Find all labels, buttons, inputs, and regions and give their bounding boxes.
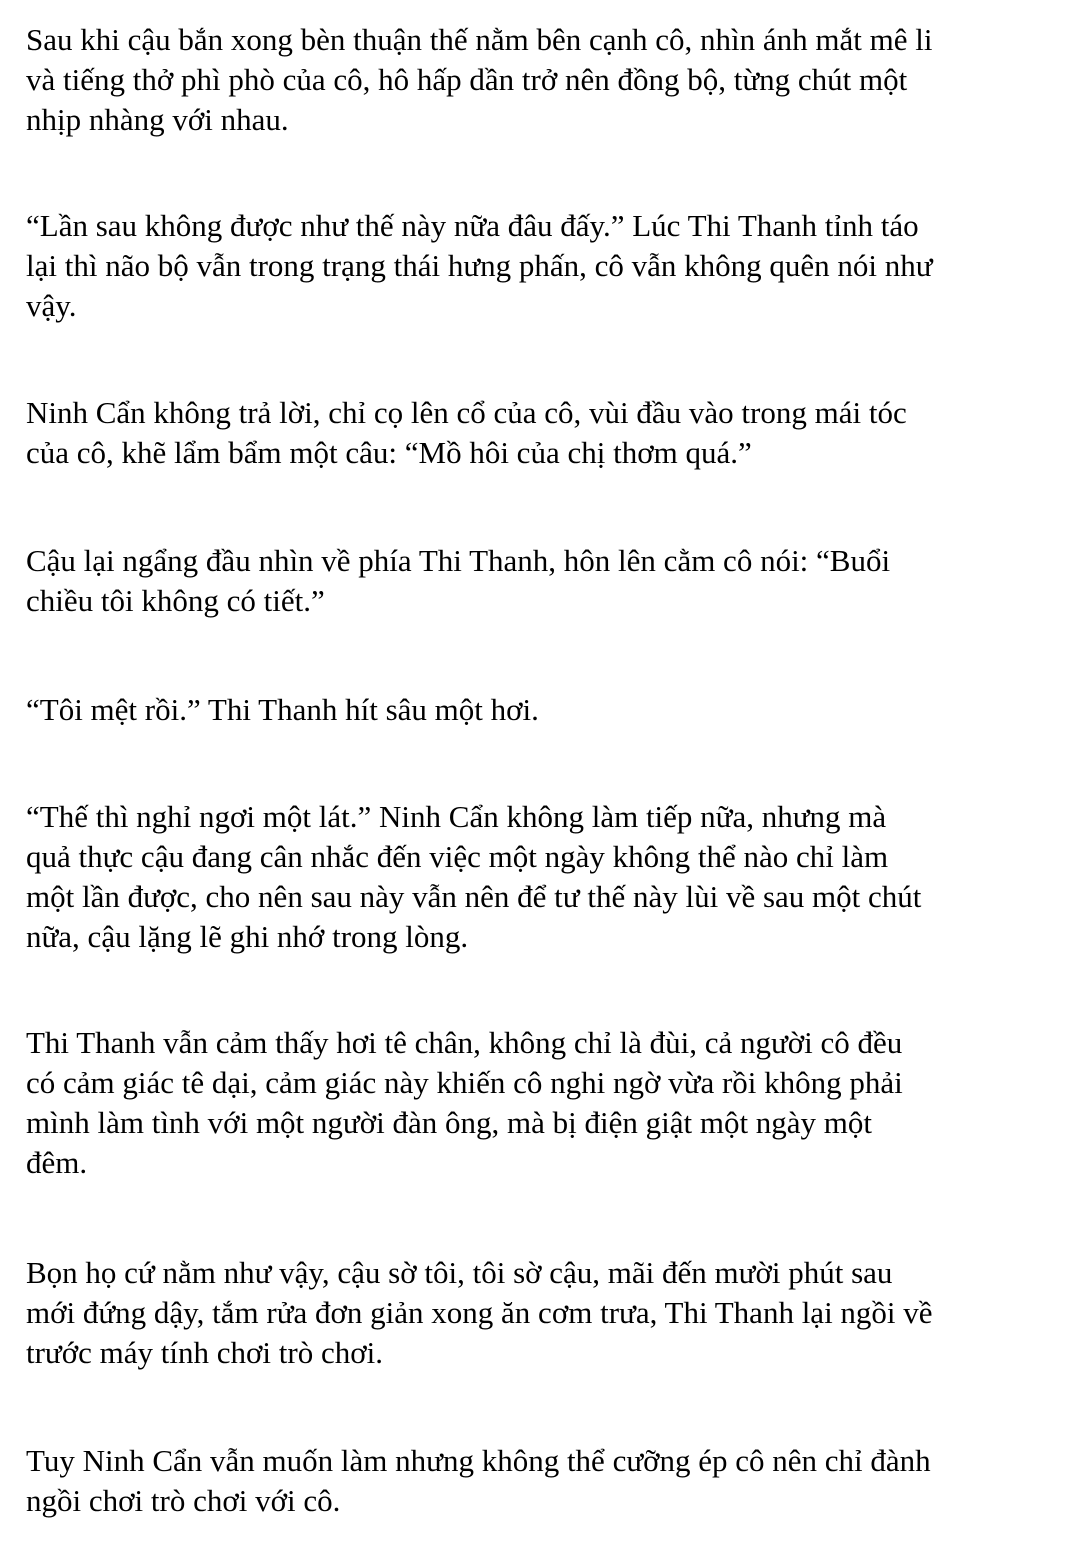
text-line: Cậu lại ngẩng đầu nhìn về phía Thi Thanh, hôn lên cằm cô nói: “Buổi	[26, 543, 891, 578]
text-line: có cảm giác tê dại, cảm giác này khiến cô nghi ngờ vừa rồi không phải	[26, 1065, 903, 1100]
paragraph-2	[26, 206, 1056, 326]
text-line: đêm.	[26, 1145, 88, 1180]
text-line: trước máy tính chơi trò chơi.	[26, 1335, 383, 1370]
paragraph-7	[26, 1023, 1056, 1183]
text-line: một lần được, cho nên sau này vẫn nên để tư thế này lùi về sau một chút	[26, 879, 922, 914]
text-line: Sau khi cậu bắn xong bèn thuận thế nằm bên cạnh cô, nhìn ánh mắt mê li	[26, 22, 933, 57]
text-line: lại thì não bộ vẫn trong trạng thái hưng phấn, cô vẫn không quên nói như	[26, 248, 933, 283]
text-line: ngồi chơi trò chơi với cô.	[26, 1483, 341, 1518]
text-line: mình làm tình với một người đàn ông, mà bị điện giật một ngày một	[26, 1105, 873, 1140]
text-line: “Thế thì nghỉ ngơi một lát.” Ninh Cẩn không làm tiếp nữa, nhưng mà	[26, 799, 887, 834]
paragraph-3	[26, 393, 1056, 473]
text-line: và tiếng thở phì phò của cô, hô hấp dần trở nên đồng bộ, từng chút một	[26, 62, 908, 97]
paragraph-1	[26, 20, 1056, 140]
paragraph-5	[26, 690, 1056, 730]
text-line: nhịp nhàng với nhau.	[26, 102, 289, 137]
text-line: quả thực cậu đang cân nhắc đến việc một ngày không thể nào chỉ làm	[26, 839, 889, 874]
paragraph-9	[26, 1441, 1056, 1521]
text-line: chiều tôi không có tiết.”	[26, 583, 325, 618]
text-line: của cô, khẽ lẩm bẩm một câu: “Mồ hôi của chị thơm quá.”	[26, 435, 752, 470]
text-line: mới đứng dậy, tắm rửa đơn giản xong ăn cơm trưa, Thi Thanh lại ngồi về	[26, 1295, 933, 1330]
text-line: “Lần sau không được như thế này nữa đâu đấy.” Lúc Thi Thanh tỉnh táo	[26, 208, 919, 243]
text-line: “Tôi mệt rồi.” Thi Thanh hít sâu một hơi.	[26, 692, 539, 727]
text-line: Tuy Ninh Cẩn vẫn muốn làm nhưng không thể cưỡng ép cô nên chỉ đành	[26, 1443, 931, 1478]
text-line: Ninh Cẩn không trả lời, chỉ cọ lên cổ của cô, vùi đầu vào trong mái tóc	[26, 395, 907, 430]
text-line: vậy.	[26, 288, 77, 323]
text-line: Bọn họ cứ nằm như vậy, cậu sờ tôi, tôi sờ cậu, mãi đến mười phút sau	[26, 1255, 893, 1290]
paragraph-6	[26, 797, 1056, 957]
paragraph-4	[26, 541, 1056, 621]
text-line: nữa, cậu lặng lẽ ghi nhớ trong lòng.	[26, 919, 469, 954]
paragraph-8	[26, 1253, 1056, 1373]
text-line: Thi Thanh vẫn cảm thấy hơi tê chân, không chỉ là đùi, cả người cô đều	[26, 1025, 903, 1060]
